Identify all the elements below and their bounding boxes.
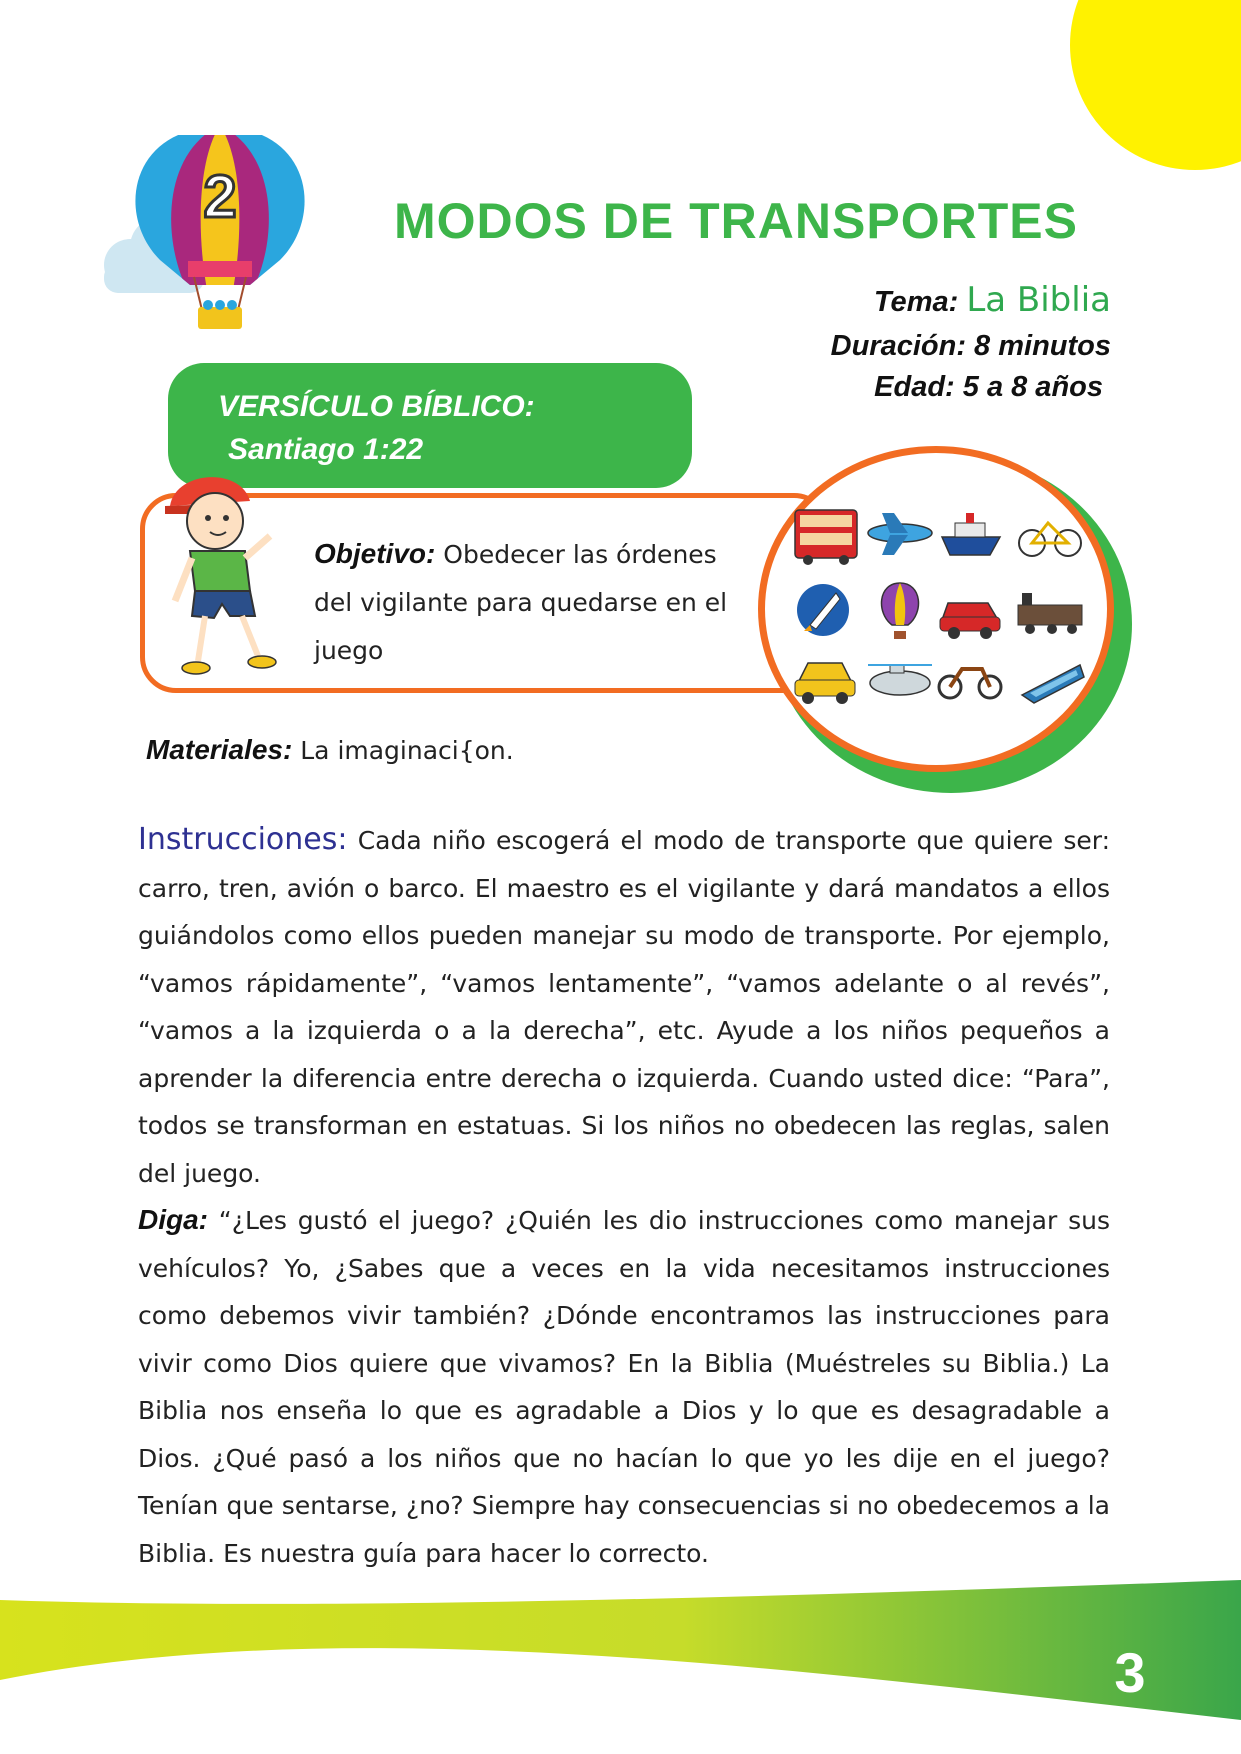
say-paragraph: [138, 1196, 1110, 1577]
lesson-number: 2: [203, 163, 237, 230]
objective-text: Obedecer las órdenes del vigilante para quedarse en el juego: [314, 540, 728, 665]
verse-label: VERSÍCULO BÍBLICO:: [218, 390, 535, 423]
boy-illustration: [150, 466, 290, 686]
bus-icon: [795, 510, 857, 565]
car-icon: [940, 603, 1000, 639]
age-range: Edad: 5 a 8 años: [874, 371, 1103, 403]
ship-icon: [942, 513, 1000, 555]
hot-air-balloon-icon: [90, 135, 350, 375]
say-label: Diga:: [138, 1204, 208, 1235]
train-icon: [1018, 593, 1082, 634]
airplane-icon: [868, 513, 932, 555]
tema-line: [874, 280, 1111, 320]
say-text: “¿Les gustó el juego? ¿Quién les dio instrucciones como manejar sus vehículos? Yo, ¿Sabes que a veces en la vida necesitamos instrucciones como debemos vivir también? ¿Dónde encontramos las instrucciones para vivir como Dios quiere que vivamos? En la Biblia (Muéstreles su Biblia.) La Biblia nos enseña lo que es agradable a Dios y lo que es desagradable a Dios. ¿Qué pasó a los niños que no hacían lo que yo les dije en el juego? Tenían que sentarse, ¿no? Siempre hay consecuencias si no obedecemos a la Biblia. Es nuestra guía para hacer lo correcto.: [138, 1206, 1110, 1568]
objective-text-block: [314, 530, 734, 675]
tema-label: Tema:: [873, 286, 959, 318]
instructions-label: Instrucciones:: [138, 822, 348, 857]
materials-line: [146, 734, 514, 766]
materials-text: La imaginaci{on.: [292, 736, 514, 765]
materials-label: Materiales:: [146, 734, 293, 765]
page-number: 3: [1114, 1641, 1146, 1704]
objective-label: Objetivo:: [314, 538, 436, 569]
sun-decoration: [1070, 0, 1241, 170]
lesson-title: MODOS DE TRANSPORTES: [394, 193, 1078, 249]
instructions-text: Cada niño escogerá el modo de transporte que quiere ser: carro, tren, avión o barco. El maestro es el vigilante y dará mandatos a ellos guiándolos como ellos pueden manejar su modo de transporte. Por ejemplo, “vamos rápidamente”, “vamos lentamente”, “vamos adelante o al revés”, “vamos a la izquierda o a la derecha”, etc. Ayude a los niños pequeños a aprender la diferencia entre derecha o izquierda. Cuando usted dice: “Para”, todos se transforman en estatuas. Si los niños no obedecen las reglas, salen del juego.: [138, 826, 1110, 1188]
instructions-paragraph: [138, 816, 1110, 1197]
duration: Duración: 8 minutos: [830, 330, 1111, 362]
taxi-icon: [795, 663, 855, 704]
hot-air-balloon-icon: [882, 583, 919, 639]
submarine-icon: [868, 665, 932, 695]
tema-value: La Biblia: [966, 280, 1111, 320]
motorcycle-icon: [939, 669, 1001, 698]
rocket-icon: [797, 584, 849, 636]
transport-icons-grid: [790, 505, 1090, 715]
rowboat-icon: [1022, 665, 1084, 703]
footer-wave: [0, 1570, 1241, 1754]
bicycle-icon: [1019, 523, 1081, 556]
verse-reference: Santiago 1:22: [228, 433, 424, 466]
